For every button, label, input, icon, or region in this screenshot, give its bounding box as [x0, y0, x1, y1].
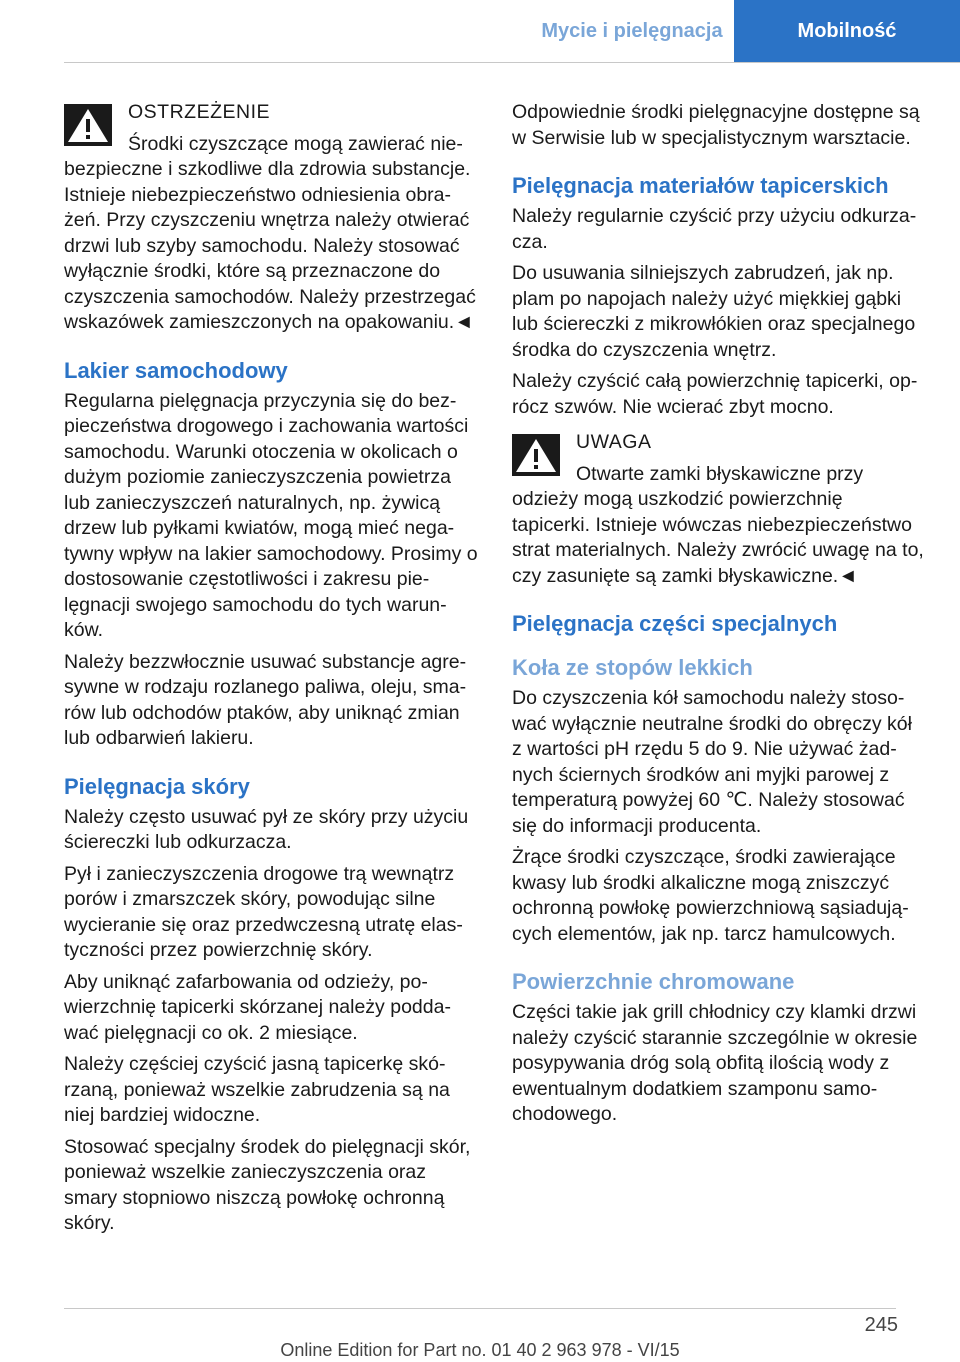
header-tabs [530, 0, 960, 62]
caution-block [512, 430, 926, 589]
footer-divider [64, 1308, 896, 1309]
right-column [512, 100, 926, 1134]
leather-paragraph-2: Pył i zanieczyszczenia drogowe trą wewnątrz porów i zmarszczek skóry, powodując silne wycieranie się oraz przedwczesną utratę elastyczności przez powierzchnię skóry. [64, 862, 463, 961]
paint-paragraph-2: Należy bezzwłocznie usuwać substancje agresywne w rodzaju rozlanego paliwa, oleju, smarów lub odchodów ptaków, aby uniknąć zmian lub odbarwień lakieru. [64, 650, 467, 749]
warning-text: Środki czyszczące mogą zawierać niebezpieczne i szkodliwe dla zdrowia substancje. Istnieje niebezpieczeństwo odniesienia obrażeń. Przy czyszczeniu wnętrza należy otwierać drzwi lub szyby samochodu. Należy stosować wyłącznie środki, które są przeznaczone do czyszczenia samochodów. Należy przestrzegać wskazówek zamieszczonych na opakowaniu.◄ [64, 132, 476, 333]
upholstery-paragraph-2: Do usuwania silniejszych zabrudzeń, jak np. plam po napojach należy użyć miękkiej gąbki lub ściereczki z mikrowłókien oraz specjalnego środka do czyszczenia wnętrz. [512, 262, 916, 361]
warning-title: OSTRZEŻENIE [128, 101, 271, 123]
chapter-tab[interactable]: Mobilność [734, 0, 960, 62]
caution-text: Otwarte zamki błyskawiczne przy odzieży mogą uszkodzić powierzchnię tapicerki. Istnieje wówczas niebezpieczeństwo strat materialnych. Należy zwrócić uwagę na to, czy zasunięte są zamki błyskawiczne.◄ [512, 462, 924, 587]
intro-paragraph: Odpowiednie środki pielęgnacyjne dostępne są w Serwisie lub w specjalistycznym warsztacie. [512, 101, 920, 149]
upholstery-paragraph-1: Należy regularnie czyścić przy użyciu odkurzacza. [512, 205, 917, 253]
header-divider [64, 62, 960, 63]
alloy-paragraph-1: Do czyszczenia kół samochodu należy stosować wyłącznie neutralne środki do obręczy kół z wartości pH rzędu 5 do 9. Nie używać żadnych ściernych środków ani myjki parowej z temperaturą powyżej 60 ℃. Należy stosować się do informacji producenta. [512, 687, 912, 837]
upholstery-paragraph-3: Należy czyścić całą powierzchnię tapicerki, oprócz szwów. Nie wcierać zbyt mocno. [512, 370, 918, 418]
leather-paragraph-4: Należy częściej czyścić jasną tapicerkę skórzaną, ponieważ wszelkie zabrudzenia są na niej bardziej widoczne. [64, 1053, 450, 1126]
warning-triangle-icon [64, 104, 112, 146]
leather-paragraph-3: Aby uniknąć zafarbowania od odzieży, powierzchnię tapicerki skórzanej należy poddawać pielęgnacji co ok. 2 miesiące. [64, 970, 451, 1044]
alloy-paragraph-2: Żrące środki czyszczące, środki zawierające kwasy lub środki alkaliczne mogą zniszczyć ochronną powłokę powierzchniową sąsiadujących elementów, jak np. tarcz hamulcowych. [512, 846, 909, 945]
edition-note: Online Edition for Part no. 01 40 2 963 978 - VI/15 [280, 1340, 680, 1360]
caution-title: UWAGA [576, 431, 652, 453]
chrome-paragraph-1: Części takie jak grill chłodnicy czy klamki drzwi należy czyścić starannie szczególnie w okresie posypywania dróg solą obfitą ilością wody z ewentualnym dodatkiem szamponu samochodowego. [512, 1001, 918, 1125]
warning-triangle-icon [512, 434, 560, 476]
leather-paragraph-5: Stosować specjalny środek do pielęgnacji skór, ponieważ wszelkie zanieczyszczenia oraz smary stopniowo niszczą powłokę ochronną skóry. [64, 1135, 471, 1234]
heading-special-parts: Pielęgnacja części specjalnych [512, 611, 838, 636]
heading-alloy-wheels: Koła ze stopów lekkich [512, 655, 753, 680]
section-tab[interactable]: Mycie i pielęgnacja [530, 0, 734, 62]
leather-paragraph-1: Należy często usuwać pył ze skóry przy użyciu ściereczki lub odkurzacza. [64, 805, 469, 853]
page-number: 245 [864, 1314, 898, 1336]
warning-block [64, 100, 478, 336]
heading-leather: Pielęgnacja skóry [64, 773, 250, 799]
heading-upholstery: Pielęgnacja materiałów tapicerskich [512, 173, 889, 198]
left-column [64, 100, 478, 1243]
paint-paragraph-1: Regularna pielęgnacja przyczynia się do bezpieczeństwa drogowego i zachowania wartości samochodu. Warunki otoczenia w okolicach o dużym poziomie zanieczyszczenia powietrza lub zanieczyszczeń naturalnych, np. żywicą drzew lub pyłkami kwiatów, mogą mieć negatywny wpływ na lakier samochodowy. Prosimy o dostosowanie częstotliwości i zakresu pielęgnacji swojego samochodu do tych warunków. [64, 389, 478, 641]
heading-paint: Lakier samochodowy [64, 357, 288, 383]
heading-chrome: Powierzchnie chromowane [512, 969, 795, 994]
